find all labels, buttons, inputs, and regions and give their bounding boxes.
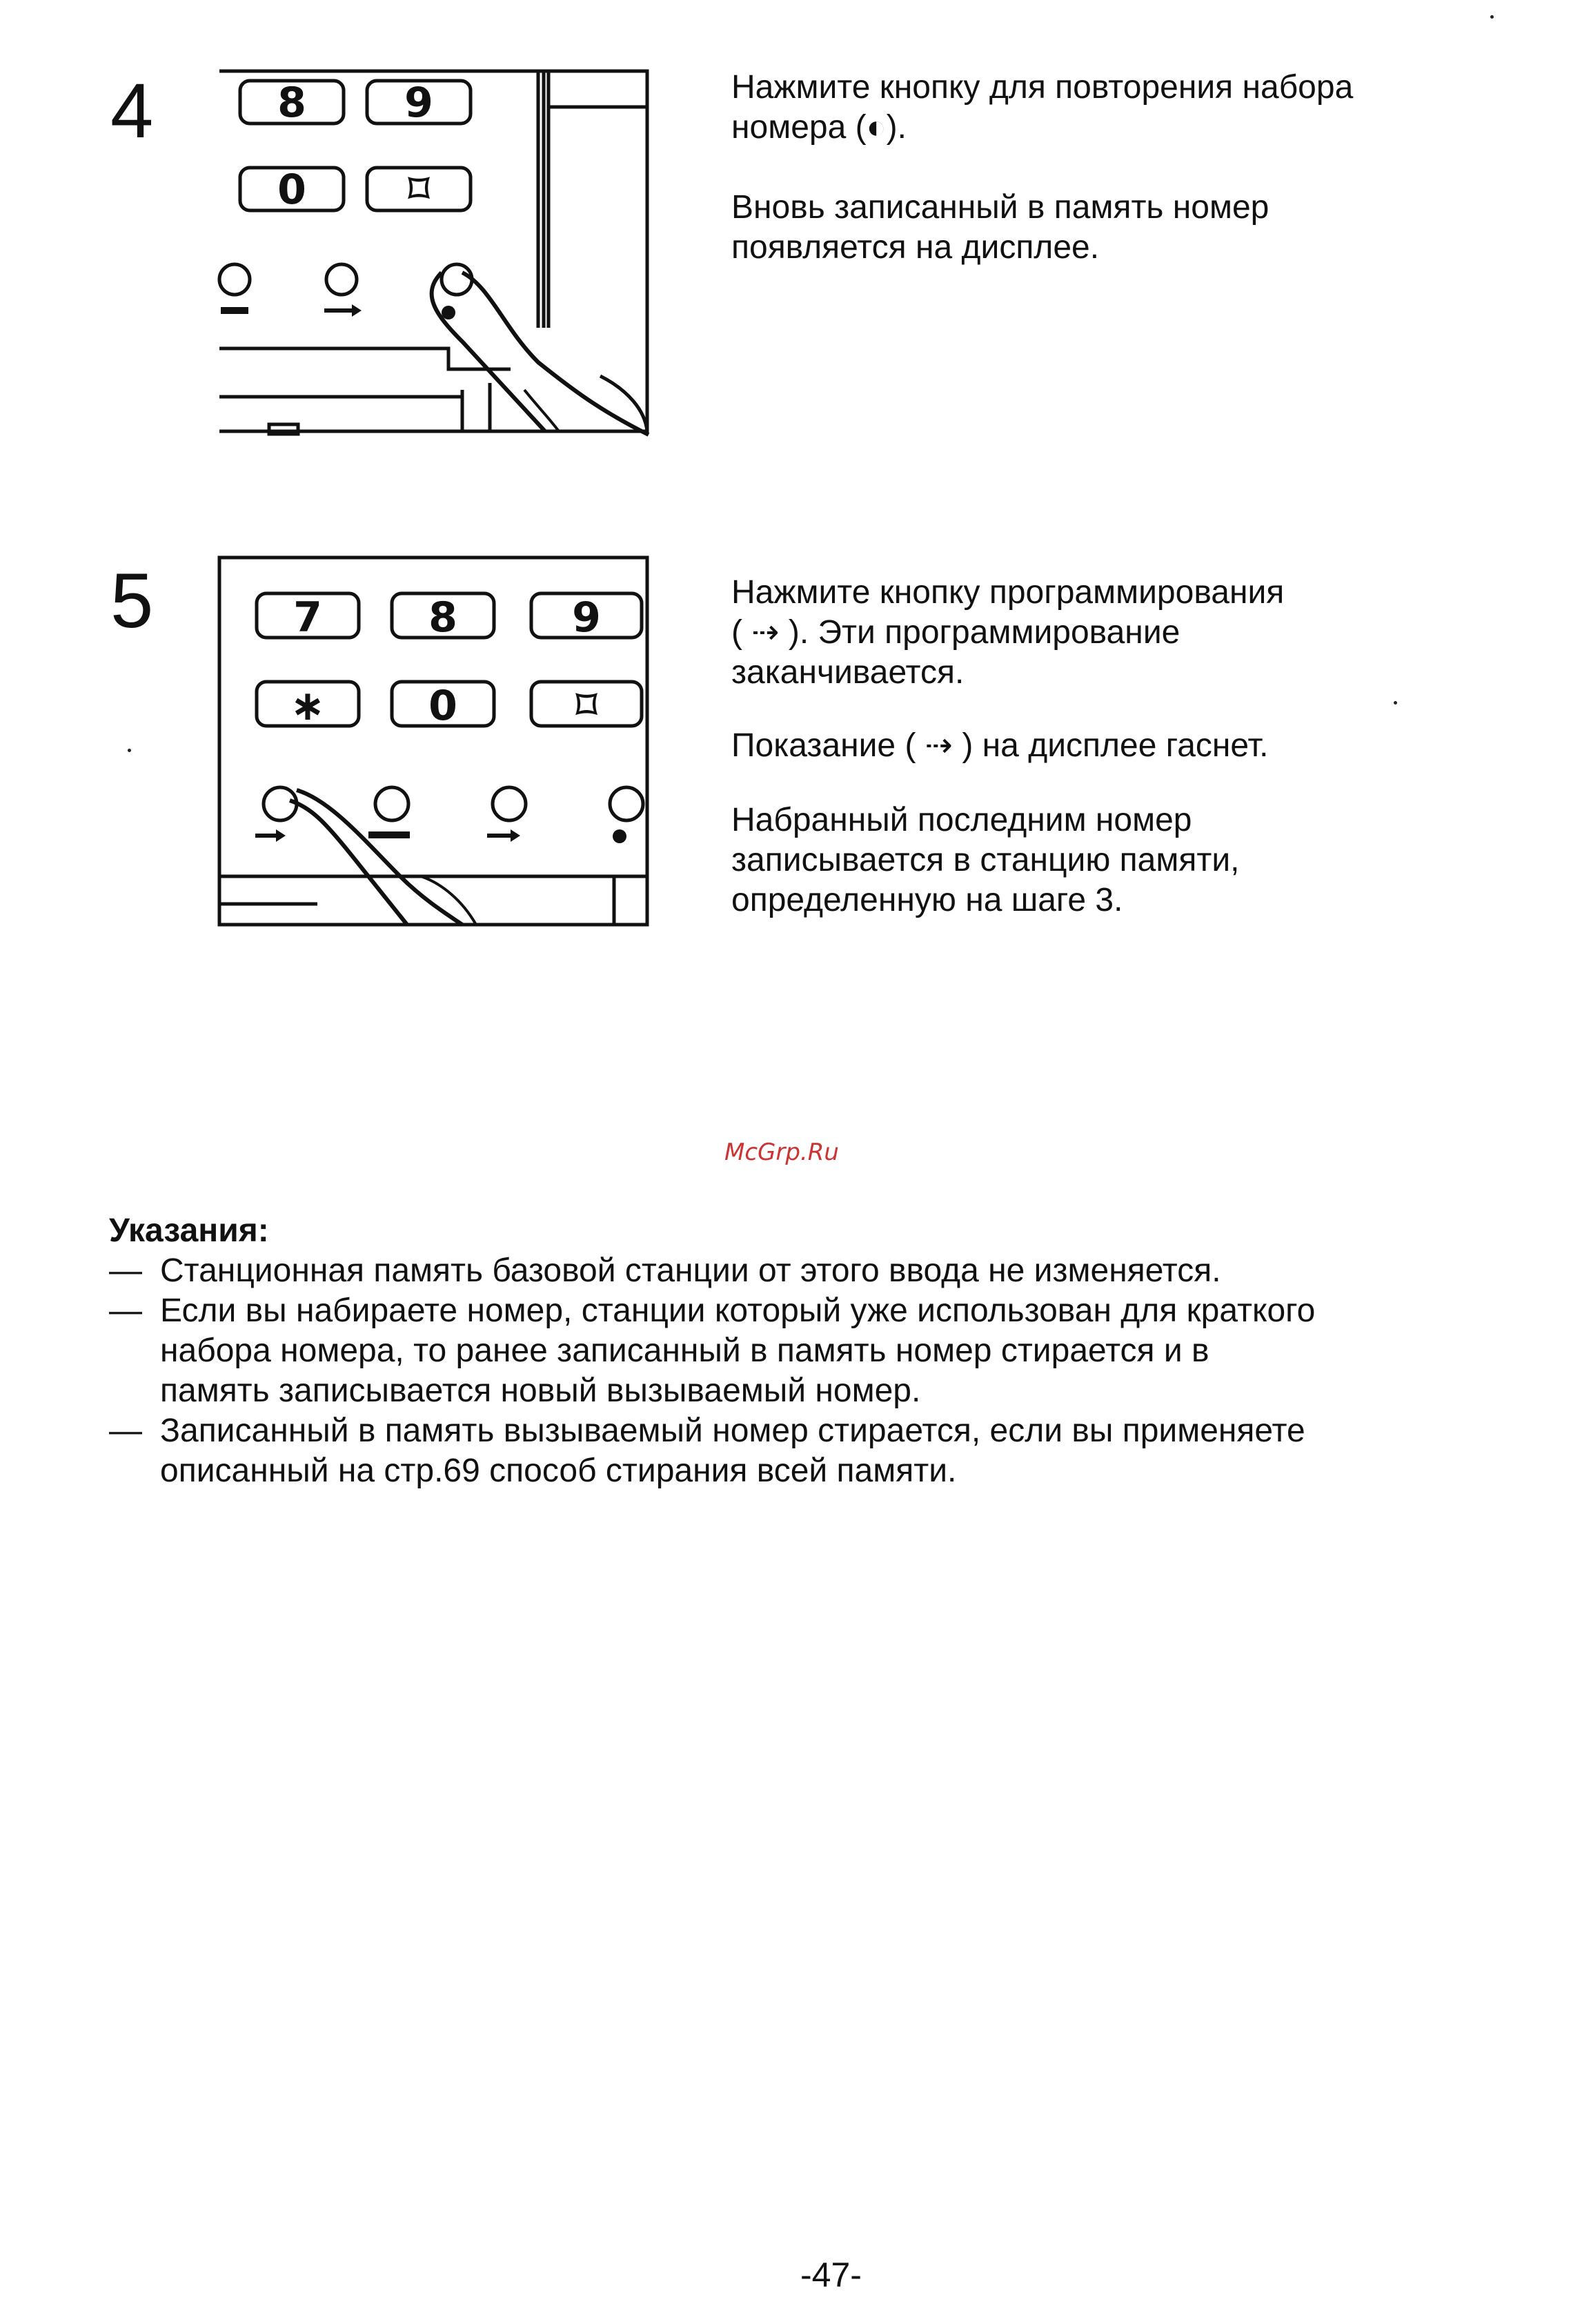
step4-key-0: 0 — [277, 166, 306, 214]
step-5-line: ( ⇢ ). Эти программирование — [731, 614, 1180, 651]
step-5-text-b — [731, 726, 1269, 766]
redial-label-icon — [613, 829, 626, 843]
note-dash: — — [109, 1292, 142, 1329]
note-line: память записывается новый вызываемый номер. — [160, 1372, 921, 1409]
scan-speck — [128, 749, 131, 752]
note-line: описанный на стр.69 способ стирания всей памяти. — [160, 1452, 957, 1489]
step5-key-9: 9 — [572, 593, 601, 642]
step-4-text-b — [731, 188, 1269, 268]
step-4-line: Вновь записанный в память номер — [731, 189, 1269, 226]
speaker-label-icon — [221, 307, 248, 314]
step-5-number: 5 — [110, 558, 154, 644]
redial-label-icon — [442, 306, 455, 319]
step-4-line: номера (◐). — [731, 109, 907, 146]
program-label-icon — [255, 829, 286, 842]
note-line: набора номера, то ранее записанный в память номер стирается и в — [160, 1332, 1209, 1369]
step4-key-9: 9 — [404, 79, 433, 127]
notes-heading: Указания: — [109, 1212, 269, 1249]
step5-key-7: 7 — [293, 593, 322, 642]
note-item — [109, 1411, 1315, 1491]
step-4-line: Нажмите кнопку для повторения набора — [731, 69, 1354, 106]
step5-key-8: 8 — [428, 593, 457, 642]
step-5-line: Набранный последним номер — [731, 802, 1192, 838]
step5-key-hash: ⌑ — [575, 682, 598, 730]
step-5-illustration — [214, 552, 655, 932]
step-5-line: Показание ( ⇢ ) на дисплее гаснет. — [731, 727, 1269, 764]
step5-key-star: ∗ — [290, 682, 326, 730]
arrow-label-icon — [487, 829, 520, 842]
step-4-illustration — [214, 66, 655, 438]
step4-key-hash: ⌑ — [407, 166, 431, 214]
note-line: Записанный в память вызываемый номер стирается, если вы применяете — [160, 1412, 1305, 1449]
step-5-line: заканчивается. — [731, 654, 965, 691]
notes-section — [109, 1211, 1315, 1491]
page-number: -47- — [800, 2256, 862, 2294]
step-4-line: появляется на дисплее. — [731, 229, 1100, 266]
note-dash: — — [109, 1252, 142, 1289]
step-5-line: определенную на шаге 3. — [731, 882, 1123, 918]
step4-key-8: 8 — [277, 79, 306, 127]
step-5-text-a — [731, 573, 1284, 693]
step-4-number: 4 — [110, 68, 154, 154]
step-5-line: Нажмите кнопку программирования — [731, 574, 1285, 611]
note-line: Станционная память базовой станции от этого ввода не изменяется. — [160, 1252, 1221, 1289]
speed-label-icon — [368, 831, 410, 838]
scan-speck — [1490, 15, 1494, 19]
arrow-label-icon — [324, 304, 362, 317]
step5-key-0: 0 — [428, 682, 457, 730]
step-5-text-c — [731, 800, 1239, 920]
note-dash: — — [109, 1412, 142, 1449]
watermark: McGrp.Ru — [724, 1139, 839, 1166]
step-5-line: записывается в станцию памяти, — [731, 842, 1240, 878]
note-item — [109, 1251, 1315, 1291]
scan-speck — [1394, 701, 1397, 705]
note-line: Если вы набираете номер, станции который уже использован для краткого — [160, 1292, 1316, 1329]
step-4-text-a — [731, 68, 1353, 148]
note-item — [109, 1291, 1315, 1411]
